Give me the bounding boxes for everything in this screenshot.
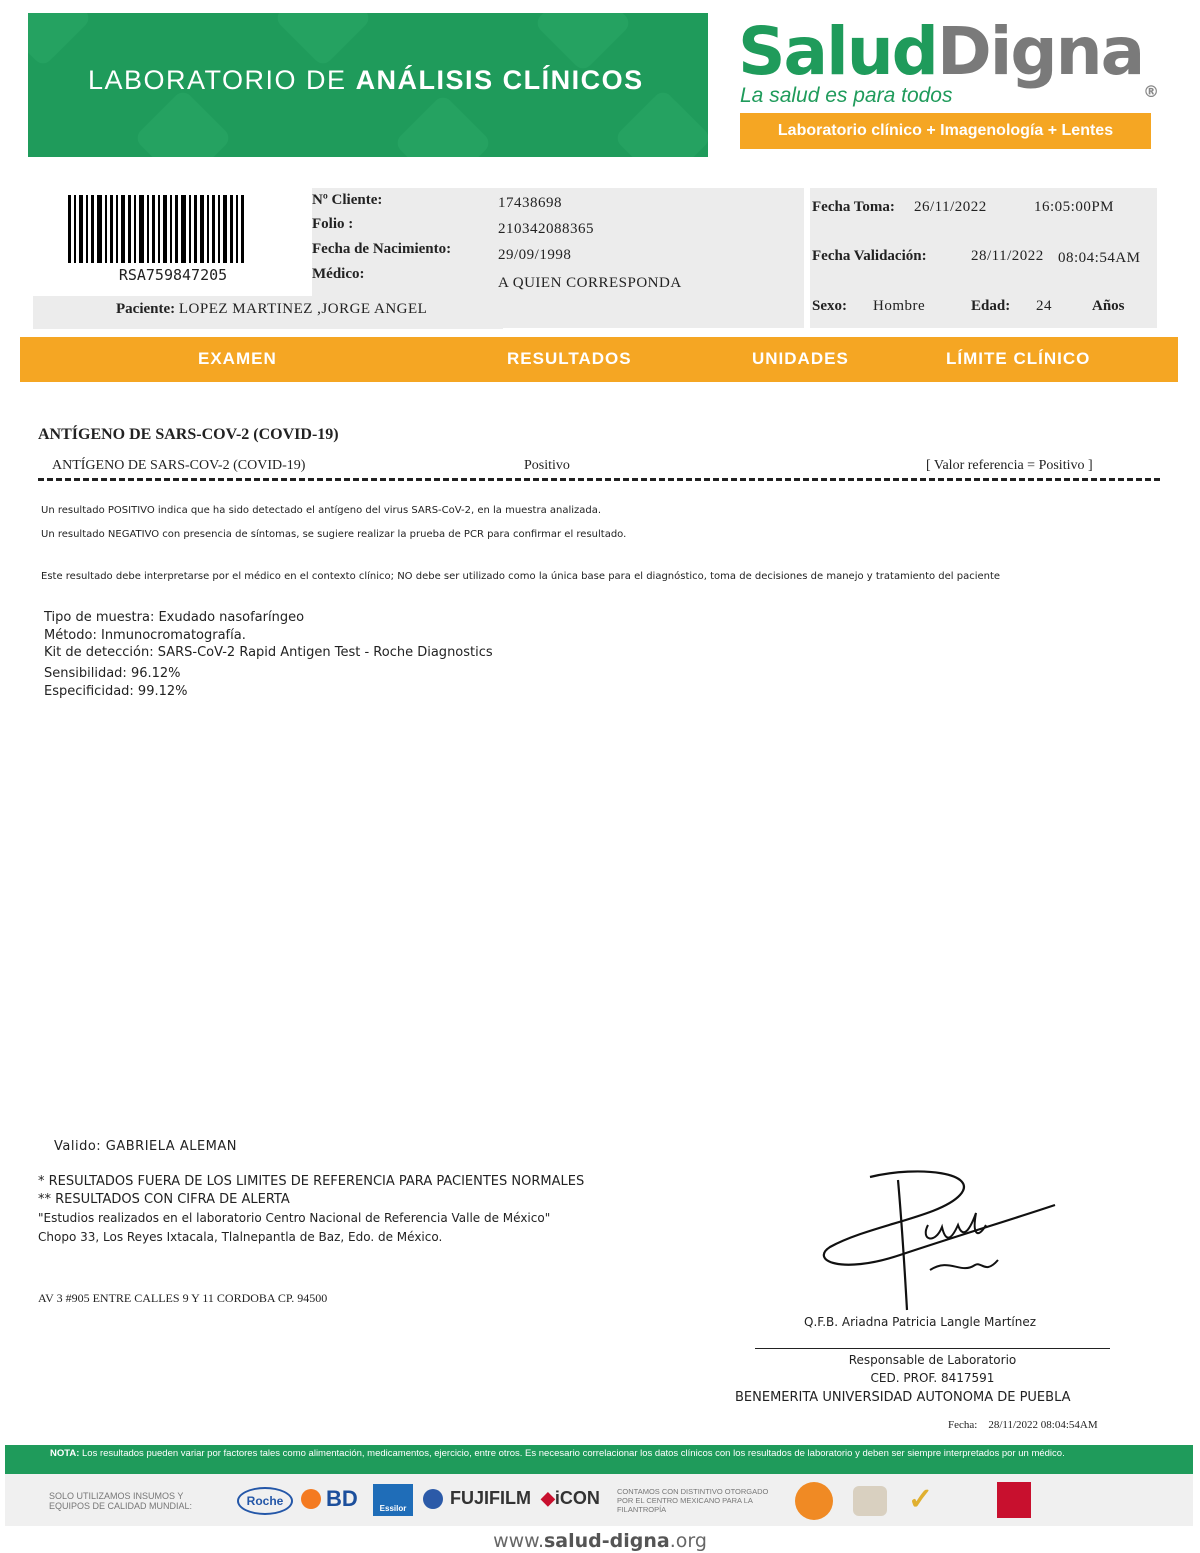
lab-title <box>88 65 644 96</box>
fecha-validacion-date: 28/11/2022 <box>971 248 1044 264</box>
tipo-muestra: Tipo de muestra: Exudado nasofaríngeo <box>44 610 305 625</box>
nota-bar <box>5 1445 1193 1474</box>
signer-name: Q.F.B. Ariadna Patricia Langle Martínez <box>804 1315 1037 1329</box>
edad-unit: Años <box>1092 298 1125 314</box>
fecha-toma-date: 26/11/2022 <box>914 199 987 215</box>
col-limite: LÍMITE CLÍNICO <box>946 349 1091 368</box>
cliente-label: Nº Cliente: <box>312 192 383 208</box>
distintivo-line1: CONTAMOS CON DISTINTIVO OTORGADO <box>617 1487 769 1496</box>
hex-pattern <box>28 13 92 67</box>
hex-pattern <box>134 89 233 157</box>
www-domain: salud-digna <box>544 1530 670 1552</box>
insumos-text <box>49 1491 192 1511</box>
medico-value: A QUIEN CORRESPONDA <box>498 275 682 291</box>
fecha-validacion-label: Fecha Validación: <box>812 248 927 264</box>
legend-laboratorio: "Estudios realizados en el laboratorio Centro Nacional de Referencia Valle de México" <box>38 1211 551 1225</box>
metodo: Método: Inmunocromatografía. <box>44 628 246 643</box>
folio-value: 210342088365 <box>498 221 594 237</box>
www-prefix: www. <box>493 1530 544 1552</box>
sexo-label: Sexo: <box>812 298 847 314</box>
essilor-logo: Essilor <box>373 1484 413 1516</box>
exam-row-result: Positivo <box>524 458 570 473</box>
www-suffix: .org <box>669 1530 707 1552</box>
col-examen: EXAMEN <box>198 349 277 368</box>
col-unidades: UNIDADES <box>752 349 849 368</box>
icon-logo-text: iCON <box>554 1488 600 1508</box>
fujifilm-logo: FUJIFILM <box>450 1488 531 1508</box>
especificidad: Especificidad: 99.12% <box>44 684 188 699</box>
distintivo-line2: POR EL CENTRO MEXICANO PARA LA <box>617 1496 753 1505</box>
folio-label: Folio : <box>312 216 354 232</box>
insumos-line2: EQUIPOS DE CALIDAD MUNDIAL: <box>49 1501 193 1511</box>
responsable-label: Responsable de Laboratorio <box>848 1353 1017 1367</box>
note-negativo: Un resultado NEGATIVO con presencia de síntomas, se sugiere realizar la prueba de PCR para confirmar el resultado. <box>41 529 627 540</box>
fecha-validacion-time: 08:04:54AM <box>1058 250 1141 266</box>
legend-direccion: Chopo 33, Los Reyes Ixtacala, Tlalnepantla de Baz, Edo. de México. <box>38 1230 443 1244</box>
brand-reg: ® <box>1143 82 1160 101</box>
exam-row-name: ANTÍGENO DE SARS-COV-2 (COVID-19) <box>52 458 306 473</box>
legend-fuera-limites: * RESULTADOS FUERA DE LOS LIMITES DE REFERENCIA PARA PACIENTES NORMALES <box>38 1174 585 1189</box>
nacimiento-value: 29/09/1998 <box>498 247 572 263</box>
logos-bar <box>5 1474 1193 1526</box>
nota-text: Los resultados pueden variar por factores tales como alimentación, medicamentos, ejercicio, entre otros. Es necesario correlacionar los datos clínicos con los resultados de laboratorio y deben ser siempre interpretados por un médico. <box>79 1448 1065 1459</box>
firma-fecha-label: Fecha: <box>948 1419 978 1431</box>
certification-badge-icon <box>853 1486 887 1516</box>
ge-logo-icon <box>423 1489 443 1509</box>
lab-title-bold: ANÁLISIS CLÍNICOS <box>355 65 644 95</box>
fecha-toma-time: 16:05:00PM <box>1034 199 1115 215</box>
barcode-text: RSA759847205 <box>118 266 228 284</box>
paciente-label: Paciente: <box>116 301 176 317</box>
services-banner: Laboratorio clínico + Imagenología + Lentes <box>740 113 1151 149</box>
paciente-value: LOPEZ MARTINEZ ,JORGE ANGEL <box>178 301 428 317</box>
hex-pattern <box>394 94 493 157</box>
hex-pattern <box>614 89 708 157</box>
lab-title-normal: LABORATORIO DE <box>88 65 356 95</box>
universidad: BENEMERITA UNIVERSIDAD AUTONOMA DE PUEBLA <box>735 1390 1071 1405</box>
roche-logo: Roche <box>237 1487 293 1515</box>
column-header-bar <box>20 337 1178 382</box>
brand-part1: Salud <box>738 13 937 90</box>
icon-logo: ◆iCON <box>541 1488 600 1508</box>
nota-label: NOTA: <box>50 1448 80 1459</box>
hex-pattern <box>534 13 633 72</box>
valido-text: Valido: GABRIELA ALEMAN <box>54 1139 238 1154</box>
fecha-toma-label: Fecha Toma: <box>812 199 895 215</box>
col-resultados: RESULTADOS <box>507 349 632 368</box>
firma-fecha-value: 28/11/2022 08:04:54AM <box>988 1419 1098 1431</box>
tagline: La salud es para todos <box>740 84 953 107</box>
bd-logo: BD <box>326 1486 358 1511</box>
kit-deteccion: Kit de detección: SARS-CoV-2 Rapid Antigen Test - Roche Diagnostics <box>44 645 493 660</box>
insumos-line1: SOLO UTILIZAMOS INSUMOS Y <box>49 1491 184 1501</box>
legend-alerta: ** RESULTADOS CON CIFRA DE ALERTA <box>38 1192 290 1207</box>
edad-label: Edad: <box>971 298 1011 314</box>
sexo-value: Hombre <box>873 298 926 314</box>
hex-pattern <box>274 13 373 67</box>
great-place-badge-icon <box>997 1482 1031 1518</box>
distintivo-text <box>617 1487 768 1514</box>
note-interpretacion: Este resultado debe interpretarse por el médico en el contexto clínico; NO debe ser utilizado como la única base para el diagnóstico, toma de decisiones de manejo y tratamiento del paciente <box>41 571 1001 582</box>
website-url[interactable] <box>0 1530 1200 1552</box>
dashed-divider <box>38 478 1160 481</box>
sucursal-address: AV 3 #905 ENTRE CALLES 9 Y 11 CORDOBA CP. 94500 <box>38 1291 328 1305</box>
paciente-row <box>116 301 427 318</box>
signature-image <box>810 1165 1060 1315</box>
nacimiento-label: Fecha de Nacimiento: <box>312 241 452 257</box>
firma-fecha <box>948 1419 1098 1431</box>
note-positivo: Un resultado POSITIVO indica que ha sido detectado el antígeno del virus SARS-CoV-2, en la muestra analizada. <box>41 505 602 516</box>
sensibilidad: Sensibilidad: 96.12% <box>44 666 181 681</box>
cliente-value: 17438698 <box>498 195 562 211</box>
medico-label: Médico: <box>312 266 365 282</box>
distintivo-line3: FILANTROPÍA <box>617 1505 667 1514</box>
section-title: ANTÍGENO DE SARS-COV-2 (COVID-19) <box>38 426 339 443</box>
barcode <box>68 195 278 263</box>
brand-part2: Digna <box>936 13 1144 90</box>
cedula-profesional: CED. PROF. 8417591 <box>870 1371 995 1385</box>
esr-badge-icon <box>795 1482 833 1520</box>
exam-row-reference: [ Valor referencia = Positivo ] <box>926 458 1093 473</box>
signature-line <box>755 1348 1110 1349</box>
check-award-icon: ✓ <box>908 1483 934 1516</box>
bd-sun-icon <box>301 1489 321 1509</box>
lab-banner <box>28 13 708 157</box>
edad-value: 24 <box>1036 298 1052 314</box>
